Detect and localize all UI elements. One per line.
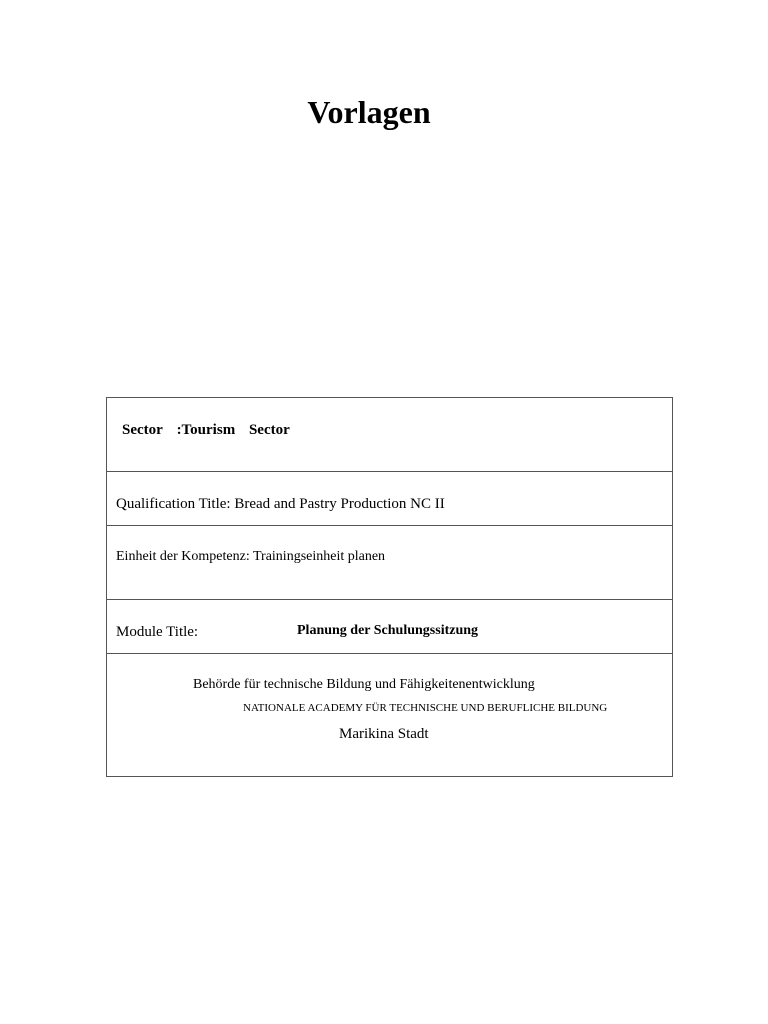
cover-table bbox=[106, 397, 673, 777]
unit-of-competency-row bbox=[107, 526, 672, 600]
sector-value: :Tourism bbox=[176, 422, 236, 438]
unit-of-competency: Einheit der Kompetenz: Trainingseinheit planen bbox=[116, 549, 386, 564]
module-row bbox=[107, 600, 672, 654]
academy-name: NATIONALE ACADEMY FÜR TECHNISCHE UND BERUFLICHE BILDUNG bbox=[243, 702, 608, 714]
sector-row bbox=[107, 398, 672, 472]
authority-row bbox=[107, 654, 672, 776]
qualification-title: Qualification Title: Bread and Pastry Production NC II bbox=[116, 496, 445, 512]
sector-line bbox=[122, 422, 300, 439]
authority-name: Behörde für technische Bildung und Fähigkeitenentwicklung bbox=[193, 677, 535, 692]
city-name: Marikina Stadt bbox=[339, 726, 429, 742]
sector-label: Sector bbox=[122, 422, 163, 438]
module-label: Module Title: bbox=[116, 624, 199, 640]
module-title: Planung der Schulungssitzung bbox=[297, 623, 479, 638]
qualification-row bbox=[107, 472, 672, 526]
page-title: Vorlagen bbox=[307, 94, 431, 130]
sector-suffix: Sector bbox=[248, 422, 290, 438]
